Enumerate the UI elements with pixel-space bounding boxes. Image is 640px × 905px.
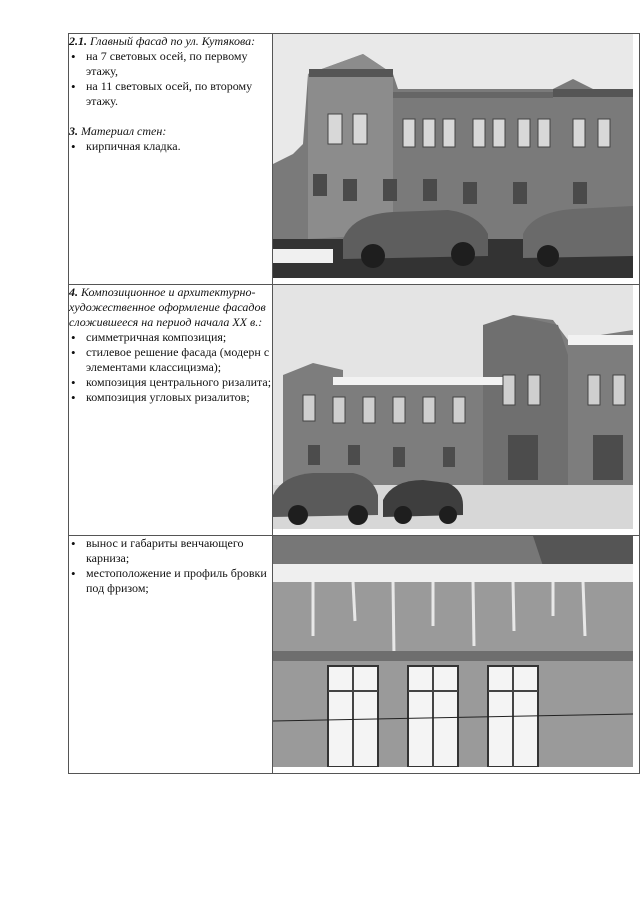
list-item: • на 11 световых осей, по второму этажу.: [69, 79, 272, 109]
list-item: • кирпичная кладка.: [69, 139, 272, 154]
building-photo-1: [273, 34, 633, 278]
list-item: • местоположение и профиль бровки под фризом;: [69, 566, 272, 596]
section-heading: Главный фасад по ул. Кутякова:: [90, 34, 256, 48]
photo-cell: [273, 536, 640, 774]
list-item: • вынос и габариты венчающего карниза;: [69, 536, 272, 566]
bullet-list: [69, 139, 272, 154]
table-row: [69, 536, 640, 774]
bullet-list: [69, 536, 272, 596]
section-wall-material: [69, 124, 272, 154]
section-heading: Композиционное и архитектурно-художественное оформление фасадов сложившееся на период начала XX в.:: [69, 285, 266, 329]
section-number: 3.: [69, 124, 78, 138]
section-number: 2.1.: [69, 34, 87, 48]
section-composition: [69, 285, 272, 405]
section-heading: Материал стен:: [81, 124, 167, 138]
bullet-list: [69, 49, 272, 109]
section-number: 4.: [69, 285, 78, 299]
text-cell: [69, 34, 273, 285]
building-photo-3: [273, 536, 633, 767]
list-item: • на 7 световых осей, по первому этажу,: [69, 49, 272, 79]
bullet-list: [69, 330, 272, 405]
list-item: • симметричная композиция;: [69, 330, 272, 345]
photo-cell: [273, 285, 640, 536]
photo-cell: [273, 34, 640, 285]
section-facade: [69, 34, 272, 109]
list-item: • стилевое решение фасада (модерн с элементами классицизма);: [69, 345, 272, 375]
text-cell: [69, 536, 273, 774]
text-cell: [69, 285, 273, 536]
table-row: [69, 34, 640, 285]
description-table: [68, 33, 640, 774]
building-photo-2: [273, 285, 633, 529]
table-row: [69, 285, 640, 536]
list-item: • композиция центрального ризалита;: [69, 375, 272, 390]
list-item: • композиция угловых ризалитов;: [69, 390, 272, 405]
